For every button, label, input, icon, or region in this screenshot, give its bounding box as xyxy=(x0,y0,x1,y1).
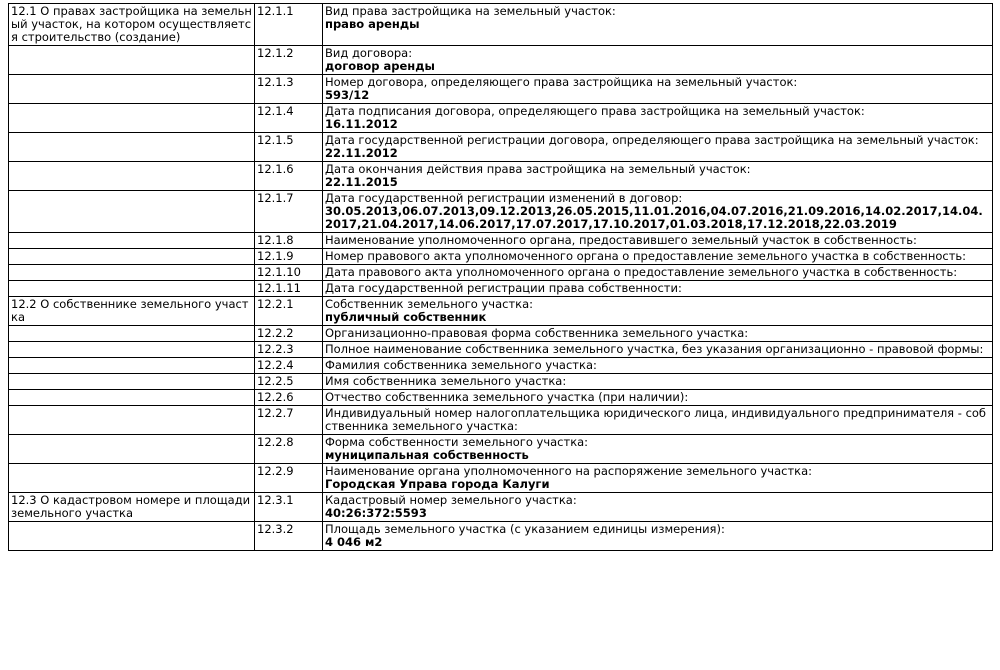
item-code: 12.1.3 xyxy=(255,75,323,104)
item-description xyxy=(323,46,993,75)
section-title xyxy=(9,342,255,358)
table-row xyxy=(9,522,993,551)
item-label: Полное наименование собственника земельного участка, без указания организационно - правовой формы: xyxy=(325,342,984,356)
item-description xyxy=(323,249,993,265)
item-label: Вид права застройщика на земельный участок: xyxy=(325,4,616,18)
item-description xyxy=(323,493,993,522)
item-label: Организационно-правовая форма собственника земельного участка: xyxy=(325,326,749,340)
section-title xyxy=(9,249,255,265)
item-description xyxy=(323,191,993,233)
section-title xyxy=(9,233,255,249)
item-code: 12.2.2 xyxy=(255,326,323,342)
item-description xyxy=(323,133,993,162)
item-code: 12.2.9 xyxy=(255,464,323,493)
item-value: право аренды xyxy=(325,17,420,31)
item-label: Собственник земельного участка: xyxy=(325,297,534,311)
table-row xyxy=(9,191,993,233)
table-body xyxy=(9,4,993,551)
section-title xyxy=(9,374,255,390)
item-description xyxy=(323,374,993,390)
item-label: Номер договора, определяющего права застройщика на земельный участок: xyxy=(325,75,798,89)
section-title xyxy=(9,133,255,162)
item-code: 12.2.6 xyxy=(255,390,323,406)
item-code: 12.1.11 xyxy=(255,281,323,297)
item-label: Вид договора: xyxy=(325,46,413,60)
item-value: 22.11.2012 xyxy=(325,146,398,160)
item-label: Дата государственной регистрации договора, определяющего права застройщика на земельный участок: xyxy=(325,133,979,147)
item-code: 12.2.8 xyxy=(255,435,323,464)
section-title xyxy=(9,435,255,464)
item-value: 30.05.2013,06.07.2013,09.12.2013,26.05.2015,11.01.2016,04.07.2016,21.09.2016,14.02.2017,14.04.2017,21.04.2017,14.06.2017,17.07.2017,17.10.2017,01.03.2018,17.12.2018,22.03.2019 xyxy=(325,204,983,231)
item-code: 12.1.1 xyxy=(255,4,323,46)
item-value: 593/12 xyxy=(325,88,370,102)
item-value: 4 046 м2 xyxy=(325,535,383,549)
section-title: 12.2 О собственнике земельного участка xyxy=(9,297,255,326)
section-title xyxy=(9,358,255,374)
item-code: 12.2.1 xyxy=(255,297,323,326)
item-label: Наименование органа уполномоченного на распоряжение земельного участка: xyxy=(325,464,813,478)
table-row xyxy=(9,162,993,191)
table-row xyxy=(9,358,993,374)
item-description xyxy=(323,342,993,358)
item-value: Городская Управа города Калуги xyxy=(325,477,550,491)
item-value: договор аренды xyxy=(325,59,435,73)
section-title xyxy=(9,265,255,281)
table-row xyxy=(9,46,993,75)
table-row xyxy=(9,265,993,281)
section-title xyxy=(9,162,255,191)
table-row xyxy=(9,249,993,265)
item-code: 12.2.5 xyxy=(255,374,323,390)
section-title xyxy=(9,522,255,551)
item-code: 12.3.2 xyxy=(255,522,323,551)
section-title: 12.1 О правах застройщика на земельный участок, на котором осуществляется строительство (создание) xyxy=(9,4,255,46)
section-title xyxy=(9,326,255,342)
item-description xyxy=(323,281,993,297)
item-label: Дата подписания договора, определяющего права застройщика на земельный участок: xyxy=(325,104,865,118)
item-label: Дата окончания действия права застройщика на земельный участок: xyxy=(325,162,751,176)
section-title xyxy=(9,390,255,406)
item-code: 12.1.4 xyxy=(255,104,323,133)
section-title xyxy=(9,406,255,435)
item-label: Форма собственности земельного участка: xyxy=(325,435,589,449)
section-title xyxy=(9,104,255,133)
item-code: 12.1.6 xyxy=(255,162,323,191)
item-value: 40:26:372:5593 xyxy=(325,506,427,520)
table-row xyxy=(9,326,993,342)
table-row xyxy=(9,133,993,162)
item-code: 12.1.10 xyxy=(255,265,323,281)
item-label: Дата государственной регистрации права собственности: xyxy=(325,281,682,295)
item-description xyxy=(323,435,993,464)
item-code: 12.1.5 xyxy=(255,133,323,162)
land-rights-table xyxy=(8,3,993,551)
item-code: 12.3.1 xyxy=(255,493,323,522)
item-code: 12.1.2 xyxy=(255,46,323,75)
table-row xyxy=(9,4,993,46)
table-row xyxy=(9,297,993,326)
item-label: Дата правового акта уполномоченного органа о предоставление земельного участка в собственность: xyxy=(325,265,958,279)
item-code: 12.1.9 xyxy=(255,249,323,265)
item-description xyxy=(323,326,993,342)
item-description xyxy=(323,390,993,406)
item-label: Номер правового акта уполномоченного органа о предоставление земельного участка в собственность: xyxy=(325,249,967,263)
section-title xyxy=(9,46,255,75)
table-row xyxy=(9,281,993,297)
section-title xyxy=(9,75,255,104)
item-code: 12.1.7 xyxy=(255,191,323,233)
item-label: Имя собственника земельного участка: xyxy=(325,374,567,388)
item-label: Дата государственной регистрации изменений в договор: xyxy=(325,191,683,205)
table-row xyxy=(9,435,993,464)
section-title xyxy=(9,281,255,297)
item-description xyxy=(323,4,993,46)
item-value: муниципальная собственность xyxy=(325,448,529,462)
table-row xyxy=(9,374,993,390)
item-description xyxy=(323,104,993,133)
item-label: Индивидуальный номер налогоплательщика юридического лица, индивидуального предпринимателя - собственника земельного участка: xyxy=(325,406,987,433)
item-description xyxy=(323,358,993,374)
item-description xyxy=(323,297,993,326)
item-label: Наименование уполномоченного органа, предоставившего земельный участок в собственность: xyxy=(325,233,917,247)
item-label: Отчество собственника земельного участка (при наличии): xyxy=(325,390,689,404)
item-value: 16.11.2012 xyxy=(325,117,398,131)
item-description xyxy=(323,464,993,493)
section-title xyxy=(9,191,255,233)
item-description xyxy=(323,233,993,249)
item-description xyxy=(323,75,993,104)
item-label: Кадастровый номер земельного участка: xyxy=(325,493,577,507)
section-title xyxy=(9,464,255,493)
item-label: Площадь земельного участка (с указанием единицы измерения): xyxy=(325,522,725,536)
table-row xyxy=(9,493,993,522)
table-row xyxy=(9,464,993,493)
item-description xyxy=(323,522,993,551)
item-value: публичный собственник xyxy=(325,310,487,324)
table-row xyxy=(9,75,993,104)
item-code: 12.2.3 xyxy=(255,342,323,358)
item-description xyxy=(323,406,993,435)
item-description xyxy=(323,265,993,281)
section-title: 12.3 О кадастровом номере и площади земельного участка xyxy=(9,493,255,522)
table-row xyxy=(9,390,993,406)
item-code: 12.2.7 xyxy=(255,406,323,435)
item-value: 22.11.2015 xyxy=(325,175,398,189)
table-row xyxy=(9,342,993,358)
table-row xyxy=(9,406,993,435)
table-row xyxy=(9,104,993,133)
item-code: 12.1.8 xyxy=(255,233,323,249)
item-code: 12.2.4 xyxy=(255,358,323,374)
table-row xyxy=(9,233,993,249)
item-description xyxy=(323,162,993,191)
item-label: Фамилия собственника земельного участка: xyxy=(325,358,597,372)
